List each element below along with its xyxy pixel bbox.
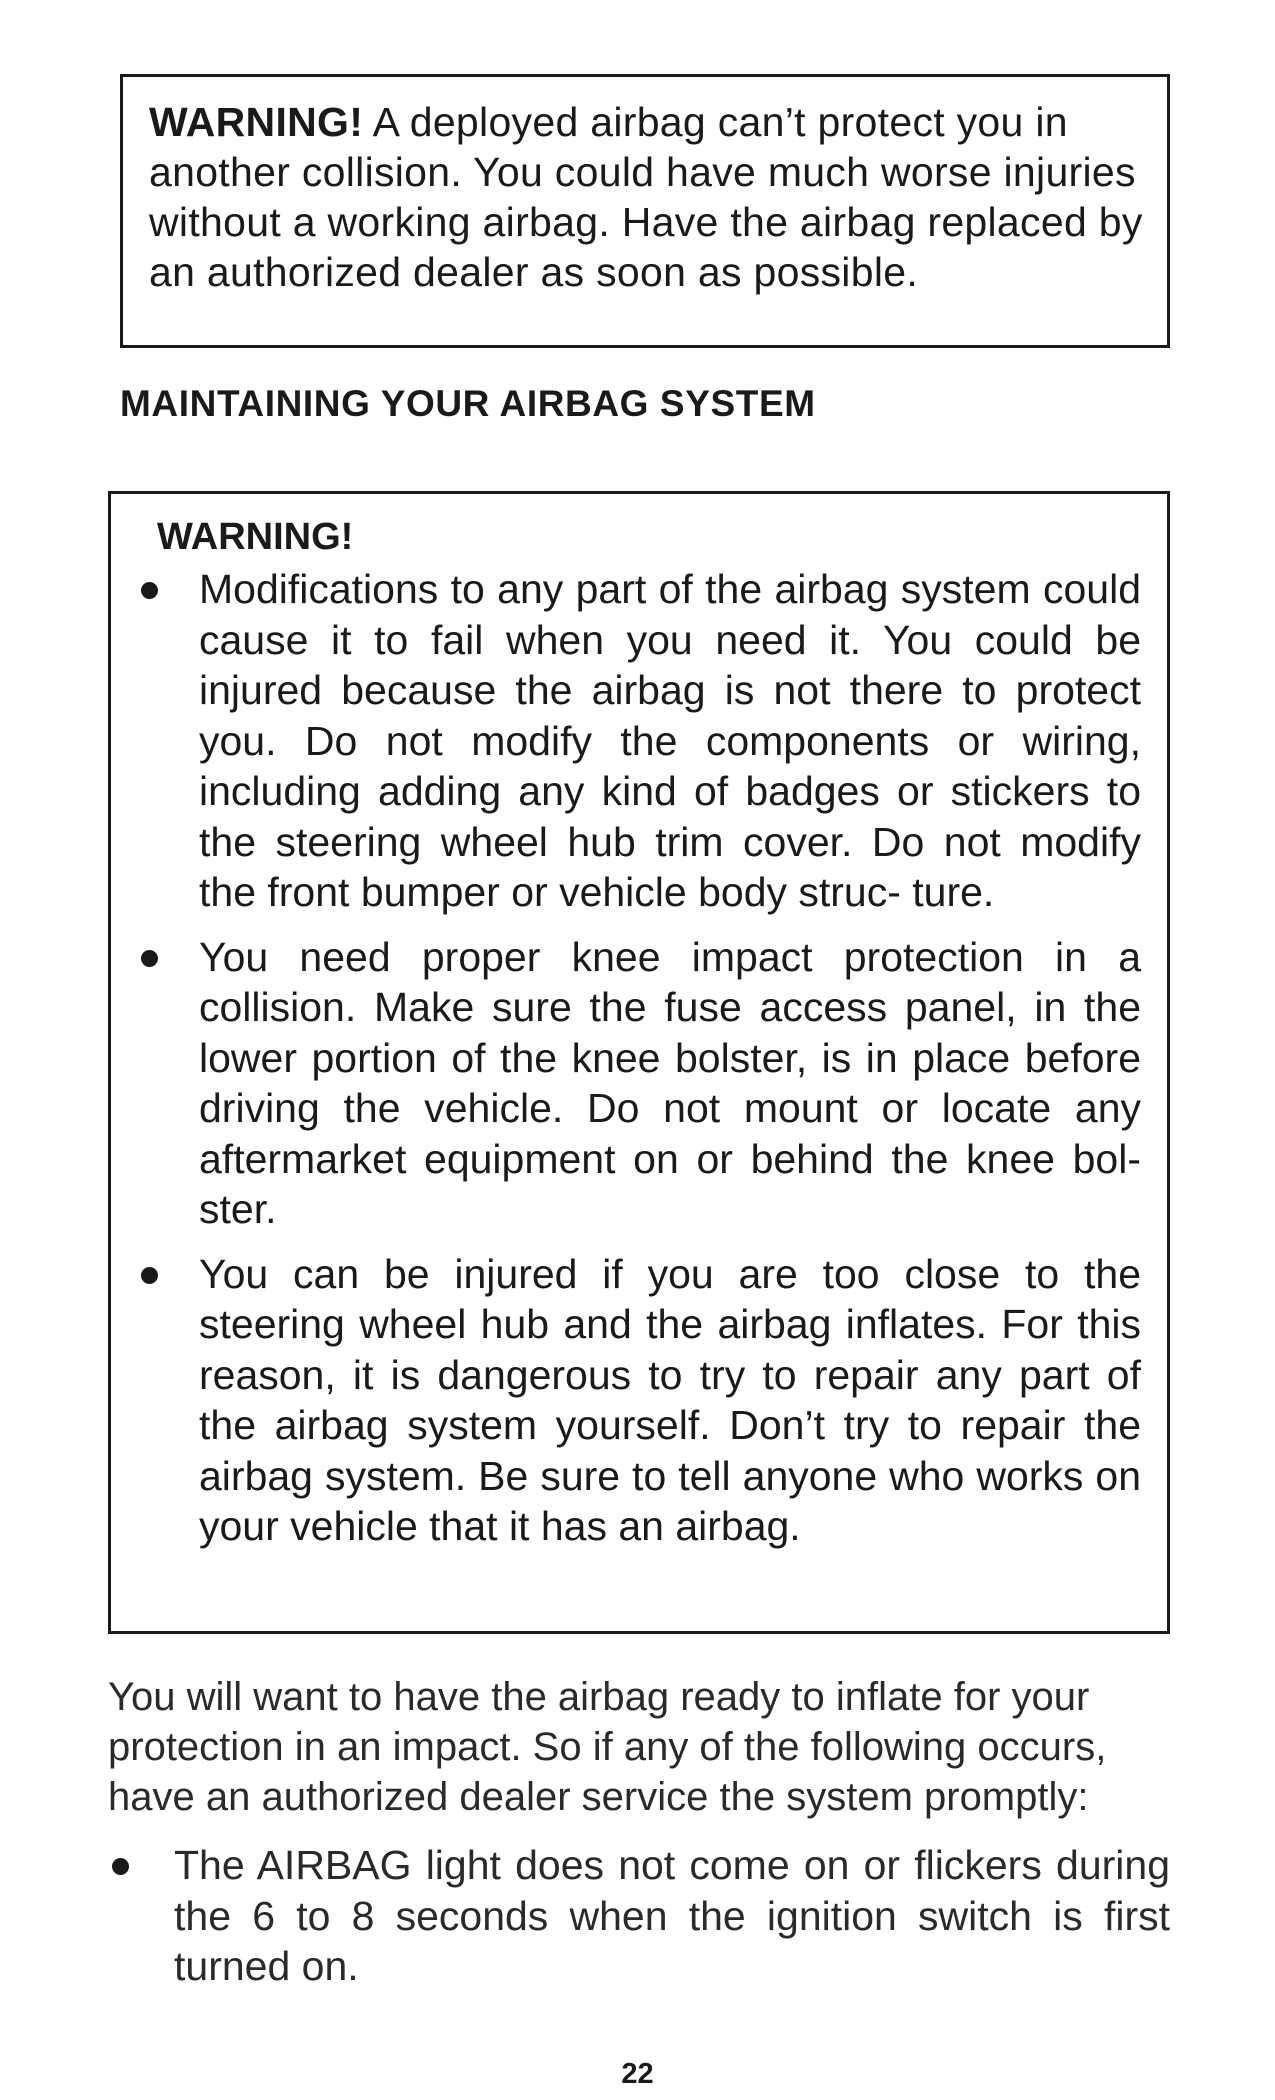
warning-item-text: You can be injured if you are too close to the steering wheel hub and the airbag inflates. For this reason, it is dangerous to try to repair any part of the airbag system yourself. Don’t try to repair the airbag system. Be sure to tell anyone who works on your vehicle that it has an airbag. [199, 1250, 1141, 1549]
warning-list [133, 564, 1141, 1552]
warning-list-item [133, 564, 1141, 918]
warning-heading: WARNING! [157, 516, 354, 558]
bullet-icon [112, 1858, 129, 1875]
service-conditions-list [108, 1840, 1170, 2006]
warning-list-item [133, 932, 1141, 1235]
service-condition-text: The AIRBAG light does not come on or flickers during the 6 to 8 seconds when the ignition switch is first turned on. [174, 1842, 1170, 1989]
service-intro-paragraph: You will want to have the airbag ready to inflate for your protection in an impact. So if any of the following occurs, have an authorized dealer service the system promptly: [108, 1675, 1107, 1819]
warning-body: A deployed airbag can’t protect you in another collision. You could have much worse injuries without a working airbag. Have the airbag replaced by an authorized dealer as soon as possible. [149, 99, 1143, 295]
bullet-icon [141, 1267, 158, 1284]
page-number: 22 [621, 2058, 654, 2090]
warning-item-text: You need proper knee impact protection in a collision. Make sure the fuse access panel, in the lower portion of the knee bolster, is in place before driving the vehicle. Do not mount or locate any aftermarket equipment on or behind the knee bol- ster. [199, 933, 1141, 1232]
section-heading: MAINTAINING YOUR AIRBAG SYSTEM [120, 383, 816, 424]
deployed-airbag-warning-text [149, 97, 1143, 297]
maintenance-warning-box [108, 491, 1170, 1634]
warning-item-text: Modifications to any part of the airbag system could cause it to fail when you need it. You could be injured because the airbag is not there to protect you. Do not modify the components or wiring, including adding any kind of badges or stickers to the steering wheel hub trim cover. Do not modify the front bumper or vehicle body struc- ture. [199, 566, 1141, 915]
warning-list-item [133, 1249, 1141, 1552]
warning-label: WARNING! [149, 99, 364, 145]
service-condition-item [108, 1840, 1170, 1992]
deployed-airbag-warning-box [120, 74, 1170, 348]
bullet-icon [141, 950, 158, 967]
bullet-icon [141, 582, 158, 599]
